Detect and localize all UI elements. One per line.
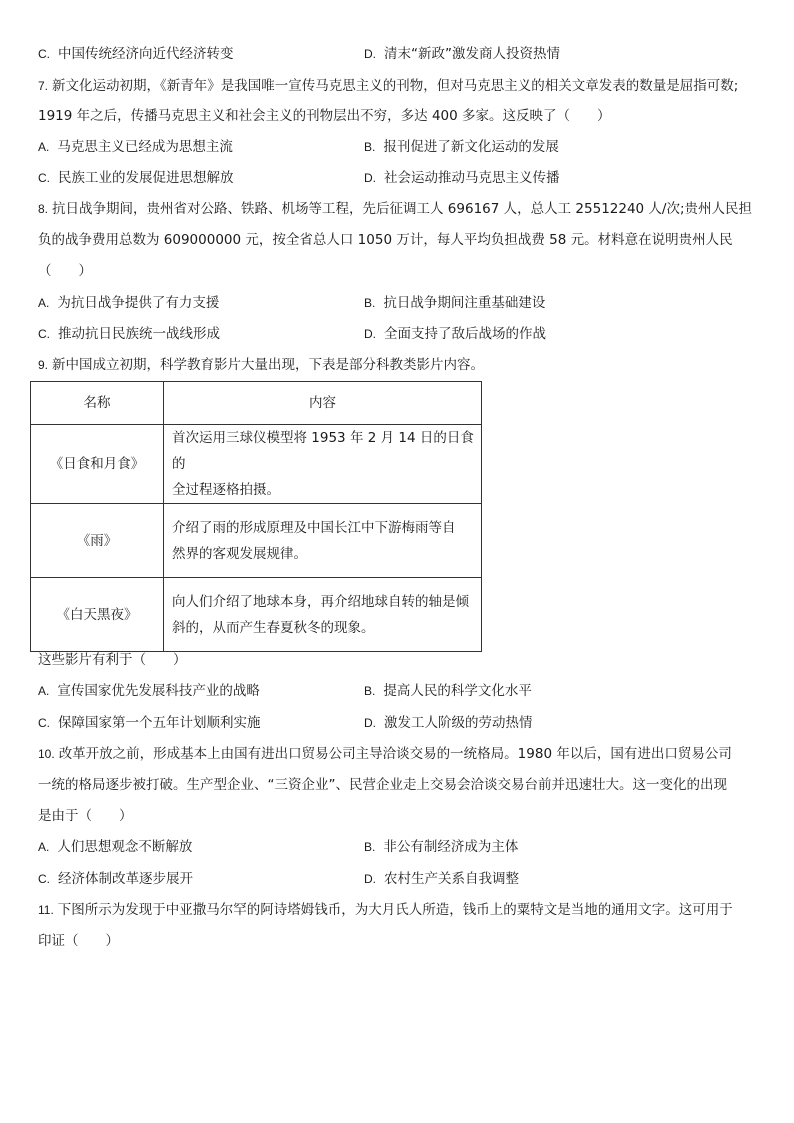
option-letter: D.: [364, 872, 376, 886]
table-row: [31, 578, 482, 652]
option-letter: B.: [364, 840, 376, 854]
option-letter: A.: [38, 840, 50, 854]
film-content-line: 向人们介绍了地球本身，再介绍地球自转的轴是倾: [172, 593, 469, 610]
film-content-line: 斜的，从而产生春夏秋冬的现象。: [172, 619, 375, 636]
stem-text: 新中国成立初期，科学教育影片大量出现，下表是部分科教类影片内容。: [52, 357, 485, 373]
option-letter: D.: [364, 47, 376, 61]
q8-option-b: [364, 294, 545, 312]
q6-option-c: [38, 45, 234, 63]
q9-option-c: [38, 714, 261, 732]
table-header-content: 内容: [164, 382, 482, 425]
q10-option-b: [364, 838, 518, 856]
option-letter: A.: [38, 684, 50, 698]
film-content-line: 介绍了雨的形成原理及中国长江中下游梅雨等自: [172, 519, 456, 536]
option-text: 全面支持了敌后战场的作战: [384, 326, 546, 342]
q9-option-b: [364, 682, 532, 700]
option-text: 人们思想观念不断解放: [57, 839, 193, 855]
option-letter: B.: [364, 684, 376, 698]
option-letter: C.: [38, 872, 50, 886]
option-letter: B.: [364, 296, 376, 310]
option-text: 推动抗日民族统一战线形成: [58, 326, 220, 342]
q11-stem-line1: [38, 901, 733, 919]
table-row: [31, 425, 482, 504]
q8-stem-line1: [38, 200, 752, 218]
question-number: 9.: [38, 358, 49, 372]
question-number: 11.: [38, 903, 54, 917]
option-letter: C.: [38, 716, 50, 730]
q9-question: 这些影片有利于（ ）: [38, 652, 187, 668]
table-header-name: 名称: [31, 382, 164, 425]
question-number: 8.: [38, 202, 49, 216]
stem-text: 改革开放之前，形成基本上由国有进出口贸易公司主导洽谈交易的一统格局。1980 年以后，国有进出口贸易公司: [58, 746, 732, 762]
q7-option-d: [364, 169, 560, 187]
option-text: 民族工业的发展促进思想解放: [58, 170, 234, 186]
q6-option-d: [364, 45, 560, 63]
option-text: 农村生产关系自我调整: [384, 871, 519, 887]
option-text: 宣传国家优先发展科技产业的战略: [57, 683, 260, 699]
film-content-line: 全过程逐格拍摄。: [172, 482, 280, 498]
q8-option-d: [364, 325, 546, 343]
q10-stem-line2: 一统的格局逐步被打破。生产型企业、“三资企业”、民营企业走上交易会洽谈交易台前并迅速壮大。这一变化的出现: [38, 777, 727, 793]
option-letter: D.: [364, 716, 376, 730]
option-letter: B.: [364, 140, 376, 154]
q8-option-c: [38, 325, 220, 343]
option-letter: C.: [38, 47, 50, 61]
q9-option-d: [364, 714, 533, 732]
option-text: 中国传统经济向近代经济转变: [58, 46, 234, 62]
table-row: [31, 504, 482, 578]
option-text: 经济体制改革逐步展开: [58, 871, 193, 887]
option-text: 报刊促进了新文化运动的发展: [383, 139, 559, 155]
option-letter: D.: [364, 327, 376, 341]
option-text: 保障国家第一个五年计划顺利实施: [58, 715, 261, 731]
q11-stem-line2: 印证（ ）: [38, 933, 119, 949]
option-letter: C.: [38, 327, 50, 341]
film-content: [164, 425, 482, 504]
film-name: 《日食和月食》: [31, 425, 164, 504]
q7-option-b: [364, 138, 559, 156]
option-text: 马克思主义已经成为思想主流: [57, 139, 233, 155]
stem-text: 新文化运动初期，《新青年》是我国唯一宣传马克思主义的刊物，但对马克思主义的相关文章发表的数量是屈指可数;: [52, 78, 739, 94]
option-text: 非公有制经济成为主体: [383, 839, 519, 855]
option-text: 清末“新政”激发商人投资热情: [384, 46, 560, 62]
q9-stem: [38, 356, 484, 374]
q10-option-d: [364, 870, 519, 888]
option-text: 为抗日战争提供了有力支援: [57, 295, 220, 311]
q7-stem-line1: [38, 77, 738, 95]
q10-stem-line3: 是由于（ ）: [38, 808, 133, 824]
stem-text: 抗日战争期间，贵州省对公路、铁路、机场等工程，先后征调工人 696167 人，总人工 25512240 人/次;贵州人民担: [52, 201, 753, 217]
film-name: 《雨》: [31, 504, 164, 578]
option-text: 提高人民的科学文化水平: [383, 683, 532, 699]
film-name: 《白天黑夜》: [31, 578, 164, 652]
q7-stem-line2: 1919 年之后，传播马克思主义和社会主义的刊物层出不穷，多达 400 多家。这反映了（ ）: [38, 108, 611, 124]
q7-option-a: [38, 138, 233, 156]
option-letter: A.: [38, 296, 50, 310]
films-table: [30, 381, 482, 652]
option-text: 社会运动推动马克思主义传播: [384, 170, 560, 186]
q7-option-c: [38, 169, 234, 187]
film-content: [164, 504, 482, 578]
option-letter: C.: [38, 171, 50, 185]
q8-option-a: [38, 294, 219, 312]
film-content-line: 首次运用三球仪模型将 1953 年 2 月 14 日的日食的: [172, 430, 474, 472]
option-text: 激发工人阶级的劳动热情: [384, 715, 533, 731]
table-header-row: [31, 382, 482, 425]
stem-text: 下图所示为发现于中亚撒马尔罕的阿诗塔姆钱币，为大月氏人所造，钱币上的粟特文是当地的通用文字。这可用于: [57, 902, 733, 918]
question-number: 7.: [38, 79, 49, 93]
q10-stem-line1: [38, 745, 732, 763]
q10-option-c: [38, 870, 193, 888]
q8-stem-line2: 负的战争费用总数为 609000000 元，按全省总人口 1050 万计，每人平均负担战费 58 元。材料意在说明贵州人民: [38, 232, 733, 248]
film-content: [164, 578, 482, 652]
q10-option-a: [38, 838, 192, 856]
film-content-line: 然界的客观发展规律。: [172, 545, 307, 562]
option-text: 抗日战争期间注重基础建设: [383, 295, 546, 311]
q8-stem-line3: （ ）: [38, 263, 92, 279]
question-number: 10.: [38, 747, 55, 761]
q9-option-a: [38, 682, 260, 700]
option-letter: D.: [364, 171, 376, 185]
option-letter: A.: [38, 140, 50, 154]
